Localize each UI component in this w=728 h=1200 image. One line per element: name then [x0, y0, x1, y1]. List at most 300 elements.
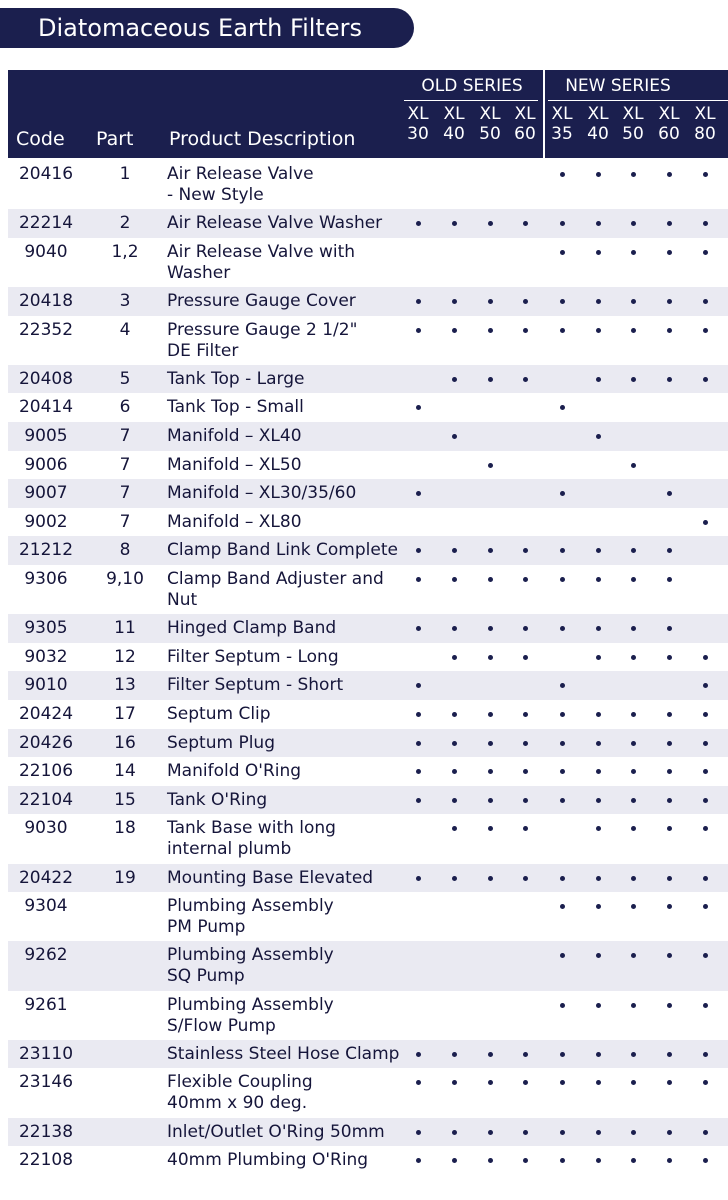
description-line: Septum Clip	[167, 704, 271, 724]
compatibility-dot	[596, 1003, 601, 1008]
table-row	[8, 941, 728, 990]
compatibility-dot	[560, 491, 565, 496]
compatibility-dot	[703, 712, 708, 717]
compatibility-dot	[523, 769, 528, 774]
product-code: 9261	[24, 994, 68, 1015]
part-number: 19	[114, 867, 136, 888]
table-row	[8, 209, 728, 238]
compatibility-dot	[631, 1130, 636, 1135]
compatibility-dot	[703, 250, 708, 255]
compatibility-dot	[416, 548, 421, 553]
product-code: 22108	[18, 1150, 74, 1171]
compatibility-dot	[416, 328, 421, 333]
description-line: - New Style	[167, 185, 264, 205]
compatibility-dot	[631, 826, 636, 831]
part-number: 8	[119, 540, 131, 561]
new-model-prefix: XL	[694, 104, 716, 124]
part-number: 1,2	[111, 241, 139, 262]
compatibility-dot	[560, 876, 565, 881]
description-line: Flexible Coupling	[167, 1072, 313, 1093]
product-code: 9002	[24, 511, 68, 532]
compatibility-dot	[596, 328, 601, 333]
part-number: 7	[119, 426, 131, 446]
compatibility-dot	[488, 328, 493, 333]
description-line: Manifold – XL40	[167, 426, 302, 446]
product-code: 9010	[24, 675, 68, 696]
compatibility-dot	[452, 221, 457, 226]
compatibility-dot	[703, 876, 708, 881]
description-line: Filter Septum - Short	[167, 675, 344, 696]
compatibility-dot	[488, 655, 493, 660]
compatibility-dot	[631, 798, 636, 803]
compatibility-dot	[631, 741, 636, 746]
compatibility-dot	[416, 405, 421, 410]
compatibility-dot	[560, 1158, 565, 1163]
compatibility-dot	[703, 1158, 708, 1163]
compatibility-dot	[523, 712, 528, 717]
compatibility-dot	[596, 1080, 601, 1085]
product-code: 9005	[24, 426, 68, 446]
part-number: 11	[114, 618, 136, 639]
compatibility-dot	[596, 548, 601, 553]
compatibility-dot	[631, 655, 636, 660]
product-description	[167, 569, 384, 611]
table-row	[8, 729, 728, 758]
new-model-prefix: XL	[658, 104, 680, 124]
product-description	[167, 242, 355, 284]
compatibility-dot	[667, 712, 672, 717]
compatibility-dot	[631, 250, 636, 255]
compatibility-dot	[703, 1003, 708, 1008]
compatibility-dot	[452, 712, 457, 717]
table-row	[8, 451, 728, 480]
compatibility-dot	[523, 377, 528, 382]
product-code: 20408	[18, 368, 74, 389]
compatibility-dot	[667, 826, 672, 831]
product-description	[167, 455, 302, 476]
table-row	[8, 814, 728, 863]
new-model-prefix: XL	[587, 104, 609, 124]
compatibility-dot	[560, 250, 565, 255]
compatibility-dot	[596, 655, 601, 660]
compatibility-dot	[452, 299, 457, 304]
product-description	[167, 483, 356, 504]
compatibility-dot	[452, 741, 457, 746]
compatibility-dot	[452, 655, 457, 660]
description-line: Clamp Band Adjuster and	[167, 569, 384, 589]
table-row	[8, 508, 728, 537]
compatibility-dot	[596, 712, 601, 717]
compatibility-dot	[560, 405, 565, 410]
description-line: PM Pump	[167, 917, 246, 938]
compatibility-dot	[667, 626, 672, 631]
compatibility-dot	[631, 377, 636, 382]
compatibility-dot	[488, 626, 493, 631]
part-number: 6	[119, 397, 131, 418]
compatibility-dot	[667, 250, 672, 255]
product-code: 9305	[24, 618, 68, 639]
compatibility-dot	[560, 299, 565, 304]
new-series-underline	[548, 100, 728, 101]
table-row	[8, 700, 728, 729]
description-line: Tank Base with long	[167, 818, 336, 839]
compatibility-dot	[703, 328, 708, 333]
compatibility-dot	[452, 434, 457, 439]
new-series-label: NEW SERIES	[565, 76, 671, 96]
compatibility-dot	[631, 1052, 636, 1057]
compatibility-dot	[596, 769, 601, 774]
compatibility-dot	[667, 1080, 672, 1085]
new-model-number: 80	[694, 124, 716, 144]
compatibility-dot	[560, 769, 565, 774]
description-line: Tank Top - Large	[167, 368, 305, 389]
compatibility-dot	[560, 798, 565, 803]
compatibility-dot	[631, 299, 636, 304]
compatibility-dot	[596, 626, 601, 631]
compatibility-dot	[523, 1052, 528, 1057]
product-code: 20416	[18, 164, 74, 184]
old-series-label: OLD SERIES	[421, 76, 523, 96]
product-description	[167, 790, 267, 811]
compatibility-dot	[488, 741, 493, 746]
compatibility-dot	[560, 683, 565, 688]
product-code: 9040	[24, 241, 68, 262]
compatibility-dot	[631, 769, 636, 774]
product-code: 22138	[18, 1121, 74, 1142]
compatibility-dot	[560, 221, 565, 226]
description-line: Manifold O'Ring	[167, 761, 302, 782]
compatibility-dot	[416, 798, 421, 803]
product-code: 22352	[18, 319, 74, 340]
old-series-underline	[404, 100, 538, 101]
compatibility-dot	[596, 741, 601, 746]
compatibility-dot	[703, 741, 708, 746]
compatibility-dot	[560, 1130, 565, 1135]
compatibility-dot	[523, 876, 528, 881]
product-description	[167, 320, 357, 362]
compatibility-dot	[631, 876, 636, 881]
table-row	[8, 536, 728, 565]
old-model-number: 30	[407, 124, 429, 144]
new-model-number: 50	[622, 124, 644, 144]
compatibility-dot	[488, 876, 493, 881]
compatibility-dot	[667, 548, 672, 553]
product-description	[167, 291, 356, 312]
table-row	[8, 892, 728, 941]
compatibility-dot	[416, 1052, 421, 1057]
compatibility-dot	[452, 577, 457, 582]
compatibility-dot	[452, 798, 457, 803]
compatibility-dot	[452, 1080, 457, 1085]
product-description	[167, 164, 314, 206]
compatibility-dot	[667, 1052, 672, 1057]
compatibility-dot	[596, 434, 601, 439]
compatibility-dot	[560, 172, 565, 177]
compatibility-dot	[452, 626, 457, 631]
compatibility-dot	[416, 491, 421, 496]
product-description	[167, 1072, 313, 1114]
table-row	[8, 864, 728, 893]
compatibility-dot	[523, 221, 528, 226]
part-number: 18	[114, 818, 136, 839]
compatibility-dot	[560, 904, 565, 909]
compatibility-dot	[631, 904, 636, 909]
compatibility-dot	[596, 826, 601, 831]
table-header	[8, 70, 728, 158]
product-code: 9030	[24, 818, 68, 839]
compatibility-dot	[703, 769, 708, 774]
compatibility-dot	[416, 769, 421, 774]
part-number: 9,10	[106, 569, 144, 589]
compatibility-dot	[560, 1052, 565, 1057]
compatibility-dot	[596, 250, 601, 255]
product-code: 9262	[24, 945, 68, 966]
compatibility-dot	[452, 769, 457, 774]
description-line: SQ Pump	[167, 966, 245, 987]
part-number: 7	[119, 454, 131, 475]
compatibility-dot	[488, 299, 493, 304]
compatibility-dot	[596, 172, 601, 177]
product-description	[167, 896, 334, 938]
old-model-number: 40	[443, 124, 465, 144]
product-description	[167, 675, 343, 696]
description-line: Air Release Valve	[167, 164, 314, 184]
table-row	[8, 160, 728, 209]
table-row	[8, 316, 728, 365]
compatibility-dot	[596, 377, 601, 382]
compatibility-dot	[452, 548, 457, 553]
description-line: Plumbing Assembly	[167, 896, 334, 917]
table-row	[8, 565, 728, 614]
product-description	[167, 426, 302, 447]
compatibility-dot	[667, 328, 672, 333]
compatibility-dot	[631, 328, 636, 333]
product-code: 23146	[18, 1072, 74, 1093]
table-row	[8, 643, 728, 672]
part-number: 12	[114, 646, 136, 667]
compatibility-dot	[560, 712, 565, 717]
old-model-number: 50	[479, 124, 501, 144]
compatibility-dot	[703, 1080, 708, 1085]
compatibility-dot	[488, 377, 493, 382]
product-code: 22106	[18, 761, 74, 782]
compatibility-dot	[488, 712, 493, 717]
table-row	[8, 365, 728, 394]
description-line: Pressure Gauge Cover	[167, 291, 356, 311]
compatibility-dot	[416, 876, 421, 881]
compatibility-dot	[560, 1080, 565, 1085]
compatibility-dot	[488, 1080, 493, 1085]
compatibility-dot	[523, 626, 528, 631]
old-model-prefix: XL	[407, 104, 429, 124]
compatibility-dot	[631, 577, 636, 582]
compatibility-dot	[416, 712, 421, 717]
part-number: 17	[114, 704, 136, 724]
product-code: 20414	[18, 397, 74, 418]
compatibility-dot	[703, 953, 708, 958]
old-model-prefix: XL	[514, 104, 536, 124]
compatibility-dot	[703, 520, 708, 525]
part-number: 15	[114, 789, 136, 810]
description-line: Washer	[167, 262, 231, 283]
product-description	[167, 1122, 385, 1143]
table-row	[8, 614, 728, 643]
compatibility-dot	[416, 683, 421, 688]
product-description	[167, 540, 398, 561]
compatibility-dot	[452, 1130, 457, 1135]
product-description	[167, 945, 334, 987]
description-line: Stainless Steel Hose Clamp	[167, 1043, 400, 1064]
old-model-number: 60	[514, 124, 536, 144]
table-row	[8, 238, 728, 287]
compatibility-dot	[523, 655, 528, 660]
product-description	[167, 704, 271, 725]
old-model-prefix: XL	[479, 104, 501, 124]
compatibility-dot	[631, 1158, 636, 1163]
compatibility-dot	[488, 1158, 493, 1163]
table-row	[8, 287, 728, 316]
compatibility-dot	[667, 577, 672, 582]
compatibility-dot	[667, 769, 672, 774]
compatibility-dot	[667, 655, 672, 660]
description-line: Hinged Clamp Band	[167, 618, 337, 639]
product-code: 20424	[18, 704, 74, 724]
product-code: 9304	[24, 896, 68, 917]
table-row	[8, 1146, 728, 1175]
product-description	[167, 868, 373, 889]
description-line: Inlet/Outlet O'Ring 50mm	[167, 1121, 385, 1142]
part-number: 7	[119, 483, 131, 504]
description-line: Air Release Valve with	[167, 241, 356, 262]
compatibility-dot	[703, 1052, 708, 1057]
compatibility-dot	[488, 463, 493, 468]
compatibility-dot	[523, 328, 528, 333]
compatibility-dot	[560, 953, 565, 958]
product-code: 9306	[24, 569, 68, 589]
compatibility-dot	[703, 377, 708, 382]
compatibility-dot	[560, 626, 565, 631]
product-code: 20426	[18, 732, 74, 753]
product-code: 9007	[24, 483, 68, 504]
compatibility-dot	[560, 577, 565, 582]
product-code: 9006	[24, 454, 68, 475]
table-row	[8, 757, 728, 786]
part-number: 14	[114, 761, 136, 782]
compatibility-dot	[560, 1003, 565, 1008]
description-column-header: Product Description	[169, 128, 356, 150]
table-row	[8, 479, 728, 508]
compatibility-dot	[667, 299, 672, 304]
code-column-header: Code	[16, 128, 65, 150]
compatibility-dot	[703, 221, 708, 226]
description-line: Pressure Gauge 2 1/2"	[167, 319, 358, 340]
part-number: 2	[119, 213, 131, 234]
product-code: 22104	[18, 789, 74, 810]
compatibility-dot	[452, 826, 457, 831]
part-number: 5	[119, 368, 131, 389]
product-code: 20418	[18, 291, 74, 311]
new-model-number: 60	[658, 124, 680, 144]
product-description	[167, 1044, 399, 1065]
product-code: 9032	[24, 646, 68, 667]
new-model-prefix: XL	[622, 104, 644, 124]
compatibility-dot	[667, 221, 672, 226]
compatibility-dot	[416, 299, 421, 304]
compatibility-dot	[560, 548, 565, 553]
product-description	[167, 818, 336, 860]
compatibility-dot	[560, 741, 565, 746]
compatibility-dot	[667, 1158, 672, 1163]
compatibility-dot	[452, 1158, 457, 1163]
compatibility-dot	[667, 798, 672, 803]
compatibility-dot	[703, 172, 708, 177]
compatibility-dot	[631, 221, 636, 226]
compatibility-dot	[631, 626, 636, 631]
compatibility-dot	[667, 491, 672, 496]
compatibility-dot	[596, 577, 601, 582]
table-row	[8, 393, 728, 422]
table-row	[8, 1040, 728, 1069]
compatibility-dot	[667, 172, 672, 177]
product-description	[167, 1150, 368, 1171]
description-line: Tank O'Ring	[167, 789, 268, 810]
compatibility-dot	[631, 548, 636, 553]
compatibility-dot	[667, 1003, 672, 1008]
compatibility-dot	[667, 741, 672, 746]
compatibility-dot	[523, 798, 528, 803]
product-description	[167, 761, 301, 782]
compatibility-dot	[523, 548, 528, 553]
table-row	[8, 786, 728, 815]
compatibility-dot	[703, 683, 708, 688]
description-line: Air Release Valve Washer	[167, 213, 383, 234]
product-description	[167, 647, 339, 668]
compatibility-dot	[596, 1130, 601, 1135]
part-column-header: Part	[96, 128, 134, 150]
compatibility-dot	[416, 741, 421, 746]
compatibility-dot	[596, 953, 601, 958]
compatibility-dot	[416, 1158, 421, 1163]
compatibility-dot	[523, 1158, 528, 1163]
compatibility-dot	[523, 299, 528, 304]
description-line: DE Filter	[167, 340, 239, 361]
description-line: Filter Septum - Long	[167, 646, 339, 667]
compatibility-dot	[703, 798, 708, 803]
compatibility-dot	[596, 798, 601, 803]
product-code: 22214	[18, 213, 74, 234]
compatibility-dot	[523, 826, 528, 831]
compatibility-dot	[523, 741, 528, 746]
compatibility-dot	[523, 1130, 528, 1135]
part-number: 1	[119, 164, 131, 184]
description-line: Mounting Base Elevated	[167, 867, 374, 888]
old-model-prefix: XL	[443, 104, 465, 124]
compatibility-dot	[416, 1080, 421, 1085]
product-description	[167, 512, 302, 533]
compatibility-dot	[416, 1130, 421, 1135]
product-code: 23110	[18, 1043, 74, 1064]
part-number: 4	[119, 319, 131, 340]
description-line: 40mm x 90 deg.	[167, 1093, 308, 1114]
compatibility-dot	[596, 1052, 601, 1057]
table-row	[8, 671, 728, 700]
compatibility-dot	[596, 1158, 601, 1163]
compatibility-dot	[667, 904, 672, 909]
compatibility-dot	[631, 1080, 636, 1085]
product-code: 21212	[18, 540, 74, 561]
compatibility-dot	[596, 904, 601, 909]
compatibility-dot	[703, 655, 708, 660]
